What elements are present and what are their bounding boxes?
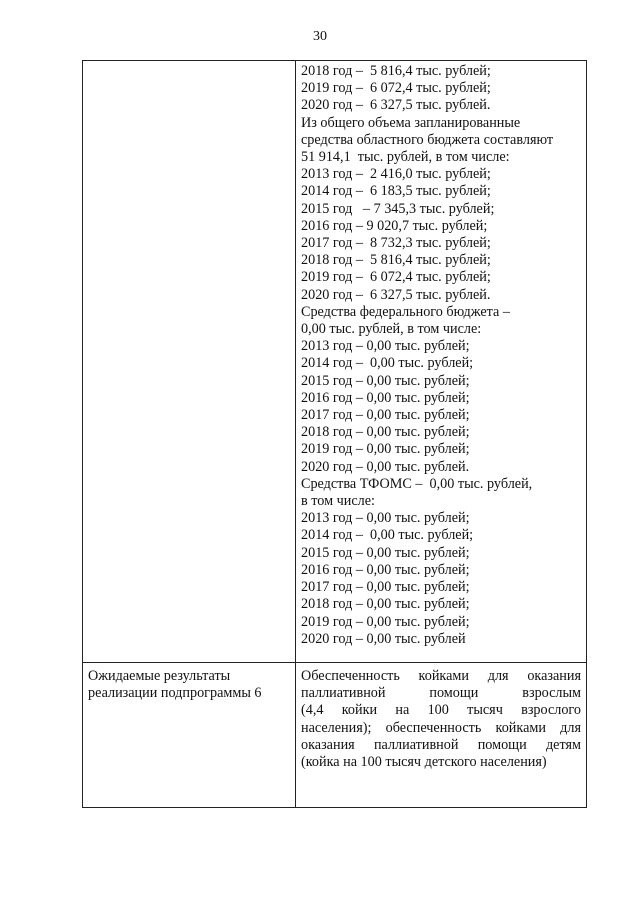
funding-line: 2018 год – 5 816,4 тыс. рублей; bbox=[301, 63, 491, 79]
funding-line: 0,00 тыс. рублей, в том числе: bbox=[301, 321, 482, 338]
expected-results-line: (койка на 100 тысяч детского населения) bbox=[301, 754, 547, 771]
table-row-expected-results bbox=[83, 663, 587, 808]
funding-line: 2016 год – 0,00 тыс. рублей; bbox=[301, 561, 470, 578]
funding-line: 51 914,1 тыс. рублей, в том числе: bbox=[301, 149, 510, 166]
funding-line: 2020 год – 6 327,5 тыс. рублей. bbox=[301, 286, 491, 303]
funding-line: 2015 год – 7 345,3 тыс. рублей; bbox=[301, 200, 495, 217]
funding-line: 2014 год – 0,00 тыс. рублей; bbox=[301, 355, 474, 372]
funding-line: 2013 год – 0,00 тыс. рублей; bbox=[301, 338, 470, 355]
funding-line: 2019 год – 6 072,4 тыс. рублей; bbox=[301, 80, 491, 97]
funding-line: Средства ТФОМС – 0,00 тыс. рублей, bbox=[301, 475, 533, 492]
funding-line: 2019 год – 0,00 тыс. рублей; bbox=[301, 441, 470, 458]
expected-results-label-cell bbox=[83, 663, 296, 808]
funding-line: 2017 год – 0,00 тыс. рублей; bbox=[301, 579, 470, 596]
page-number: 30 bbox=[313, 29, 327, 44]
funding-line: 2019 год – 0,00 тыс. рублей; bbox=[301, 613, 470, 630]
subprogram-passport-table bbox=[82, 60, 587, 808]
expected-results-value-cell bbox=[296, 663, 587, 808]
expected-results-line: оказания паллиативной помощи детям bbox=[301, 736, 581, 753]
funding-line: 2018 год – 0,00 тыс. рублей; bbox=[301, 596, 470, 613]
table-row-funding bbox=[83, 61, 587, 663]
funding-line: 2015 год – 0,00 тыс. рублей; bbox=[301, 372, 470, 389]
funding-line: 2020 год – 6 327,5 тыс. рублей. bbox=[301, 97, 491, 114]
funding-line: 2017 год – 8 732,3 тыс. рублей; bbox=[301, 235, 491, 252]
funding-value-cell bbox=[296, 61, 587, 663]
funding-line: 2020 год – 0,00 тыс. рублей bbox=[301, 630, 466, 647]
funding-line: в том числе: bbox=[301, 493, 375, 510]
funding-line: 2013 год – 2 416,0 тыс. рублей; bbox=[301, 166, 491, 183]
funding-line: 2018 год – 0,00 тыс. рублей; bbox=[301, 424, 470, 441]
funding-line: Средства федерального бюджета – bbox=[301, 303, 510, 320]
funding-line: 2017 год – 0,00 тыс. рублей; bbox=[301, 407, 470, 424]
funding-label-cell bbox=[83, 61, 296, 663]
expected-results-line: населения); обеспеченность койками для bbox=[301, 719, 581, 736]
funding-line: 2013 год – 0,00 тыс. рублей; bbox=[301, 510, 470, 527]
expected-results-label-line: реализации подпрограммы 6 bbox=[88, 685, 262, 702]
funding-line: 2019 год – 6 072,4 тыс. рублей; bbox=[301, 269, 491, 286]
funding-line: средства областного бюджета составляют bbox=[301, 131, 554, 148]
funding-line: 2018 год – 5 816,4 тыс. рублей; bbox=[301, 252, 491, 269]
expected-results-label-line: Ожидаемые результаты bbox=[88, 668, 231, 684]
funding-line: 2016 год – 9 020,7 тыс. рублей; bbox=[301, 217, 488, 234]
funding-line: 2020 год – 0,00 тыс. рублей. bbox=[301, 458, 470, 475]
expected-results-line: Обеспеченность койками для оказания bbox=[301, 668, 581, 684]
funding-line: Из общего объема запланированные bbox=[301, 114, 521, 131]
funding-line: 2015 год – 0,00 тыс. рублей; bbox=[301, 544, 470, 561]
expected-results-line: (4,4 койки на 100 тысяч взрослого bbox=[301, 702, 581, 719]
expected-results-line: паллиативной помощи взрослым bbox=[301, 685, 581, 702]
funding-line: 2014 год – 0,00 тыс. рублей; bbox=[301, 527, 474, 544]
funding-line: 2016 год – 0,00 тыс. рублей; bbox=[301, 389, 470, 406]
funding-line: 2014 год – 6 183,5 тыс. рублей; bbox=[301, 183, 491, 200]
